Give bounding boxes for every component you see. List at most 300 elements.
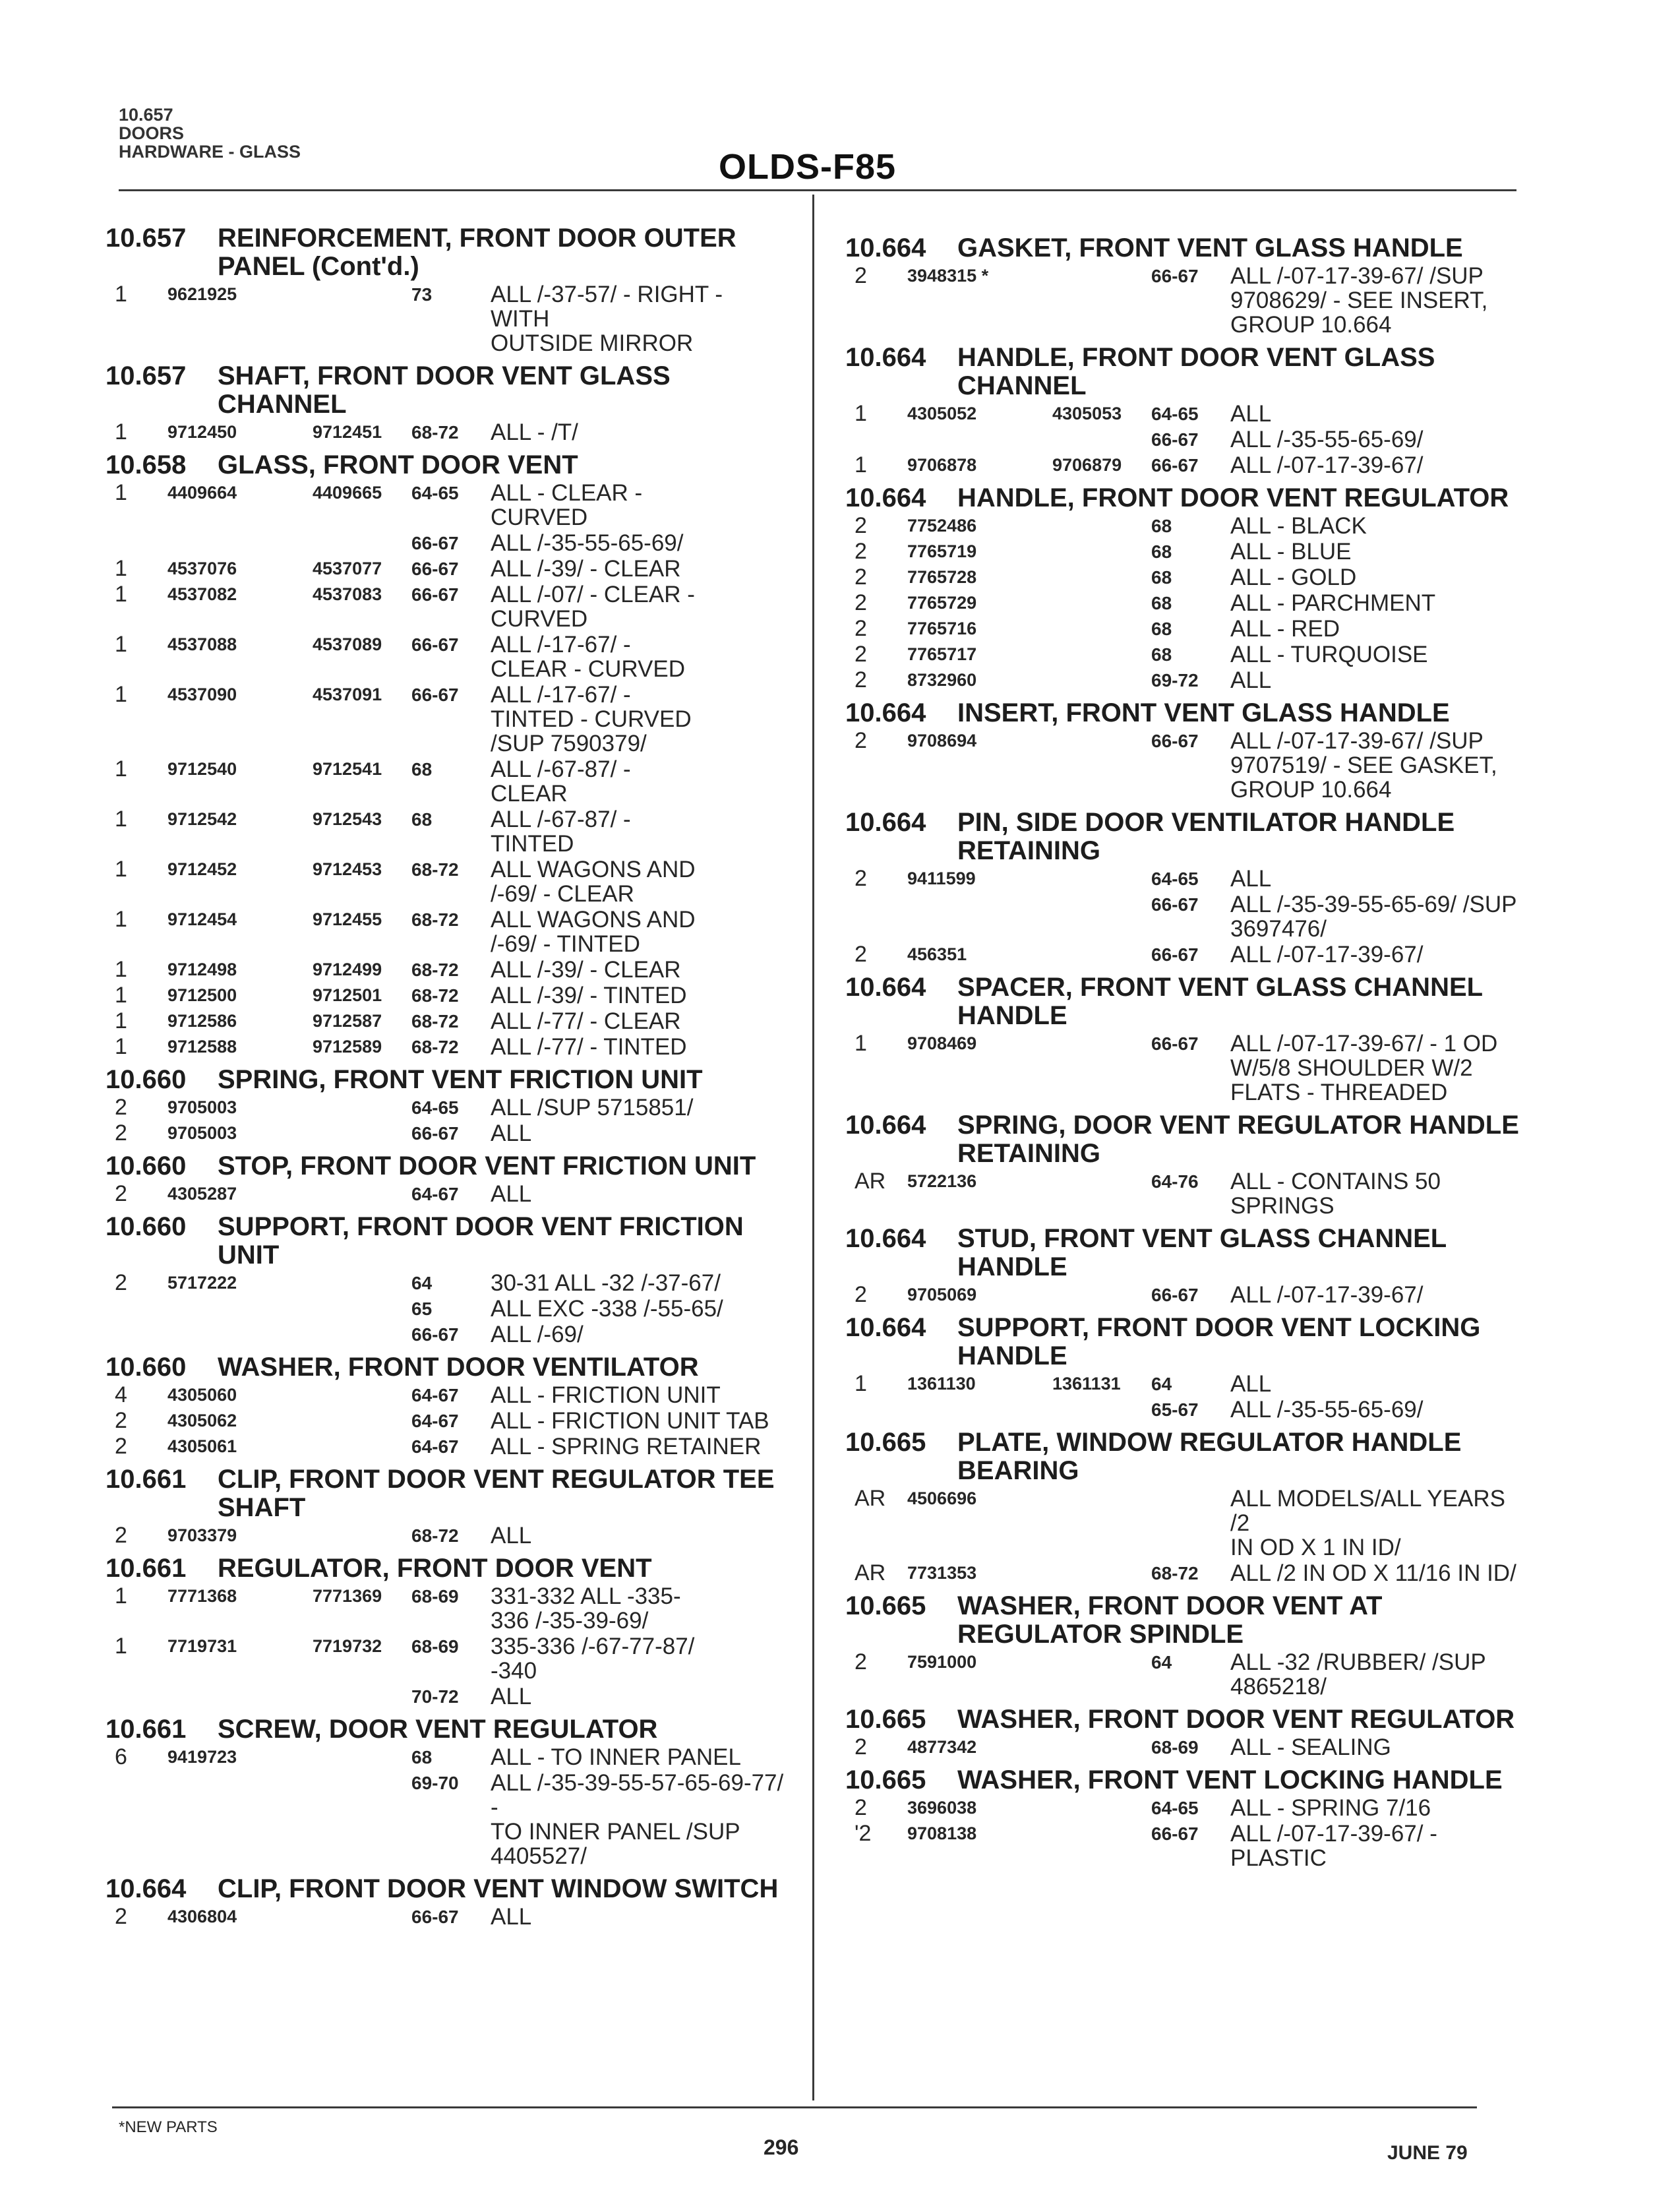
part-number: 9712452 <box>167 859 237 879</box>
part-number-alt: 4537091 <box>313 685 382 704</box>
part-row <box>845 1486 1524 1560</box>
part-number-alt: 9712543 <box>313 809 382 829</box>
part-number: 9712588 <box>167 1037 237 1057</box>
part-row <box>845 617 1524 641</box>
part-years: 68-72 <box>411 1525 459 1546</box>
section-title: INSERT, FRONT VENT GLASS HANDLE <box>957 698 1450 727</box>
section-number: 10.665 <box>845 1765 926 1794</box>
catalog-section <box>845 1705 1524 1760</box>
part-description: ALL - CLEAR - CURVED <box>491 480 643 530</box>
part-description: ALL /-35-55-65-69/ <box>1230 427 1424 452</box>
part-quantity: 1 <box>115 480 127 505</box>
catalog-section <box>105 451 785 1059</box>
section-number: 10.660 <box>105 1065 187 1094</box>
part-years: 69-72 <box>1151 670 1199 690</box>
part-quantity: 2 <box>115 1904 127 1929</box>
catalog-section <box>105 1066 785 1146</box>
part-number: 9712586 <box>167 1011 237 1031</box>
part-number: 9703379 <box>167 1525 237 1545</box>
part-quantity: 2 <box>115 1408 127 1433</box>
part-description: ALL <box>491 1684 532 1709</box>
part-years: 68-72 <box>411 985 459 1006</box>
section-header <box>845 1314 1524 1370</box>
part-quantity: 2 <box>855 616 867 641</box>
section-number: 10.660 <box>105 1151 187 1180</box>
part-number: 5717222 <box>167 1273 237 1293</box>
left-column <box>105 224 785 1936</box>
part-number: 9705003 <box>167 1123 237 1143</box>
part-years: 68-69 <box>1151 1737 1199 1758</box>
part-quantity: AR <box>855 1169 886 1194</box>
part-row <box>105 1771 785 1868</box>
section-header <box>845 809 1524 865</box>
header-section-number: 10.657 <box>119 105 173 125</box>
section-title: REINFORCEMENT, FRONT DOOR OUTER PANEL (Cont'd.) <box>218 224 736 281</box>
part-quantity: 1 <box>855 1371 867 1396</box>
part-quantity: 2 <box>855 1649 867 1674</box>
part-quantity: 1 <box>115 682 127 707</box>
part-description: ALL - TO INNER PANEL <box>491 1744 741 1770</box>
part-quantity: 2 <box>855 1734 867 1760</box>
section-title: WASHER, FRONT DOOR VENTILATOR <box>218 1353 699 1382</box>
part-quantity: 2 <box>115 1120 127 1146</box>
part-years: 66-67 <box>1151 455 1199 475</box>
part-description: ALL <box>1230 401 1272 427</box>
part-number: 7765719 <box>907 541 977 561</box>
section-number: 10.664 <box>845 483 926 512</box>
part-years: 64-67 <box>411 1184 459 1204</box>
section-number: 10.664 <box>845 698 926 727</box>
part-description: ALL /-07-17-39-67/ /SUP 9708629/ - SEE INSERT, GROUP 10.664 <box>1230 263 1488 338</box>
section-header <box>845 1225 1524 1281</box>
part-number: 4537090 <box>167 685 237 704</box>
part-quantity: 2 <box>855 1282 867 1307</box>
part-row <box>845 514 1524 538</box>
part-row <box>845 1735 1524 1760</box>
part-row <box>105 907 785 956</box>
section-number: 10.664 <box>845 233 926 262</box>
part-number-alt: 9712499 <box>313 960 382 979</box>
part-quantity: AR <box>855 1486 886 1511</box>
part-quantity: 2 <box>855 667 867 692</box>
part-years: 68-72 <box>411 960 459 980</box>
part-years: 64 <box>1151 1374 1172 1394</box>
section-title: CLIP, FRONT DOOR VENT REGULATOR TEE SHAFT <box>218 1465 775 1522</box>
part-row <box>845 892 1524 941</box>
section-header <box>845 344 1524 400</box>
part-years: 66-67 <box>1151 266 1199 286</box>
part-years: 64 <box>1151 1652 1172 1672</box>
part-years: 65 <box>411 1299 433 1319</box>
catalog-section <box>105 1465 785 1548</box>
part-years: 68-72 <box>411 859 459 880</box>
part-description: ALL /-07-17-39-67/ - PLASTIC <box>1230 1821 1437 1871</box>
part-description: ALL <box>1230 866 1272 892</box>
part-quantity: 2 <box>855 513 867 538</box>
part-quantity: 6 <box>115 1744 127 1769</box>
part-years: 66-67 <box>1151 944 1199 965</box>
part-number: 8732960 <box>907 670 977 690</box>
part-number: 7591000 <box>907 1652 977 1672</box>
part-quantity: 2 <box>115 1270 127 1295</box>
section-header <box>105 1715 785 1744</box>
catalog-section <box>845 699 1524 802</box>
part-row <box>105 1095 785 1120</box>
section-header <box>105 1213 785 1270</box>
part-years: 68-69 <box>411 1636 459 1657</box>
part-row <box>105 557 785 581</box>
part-quantity: 1 <box>115 1634 127 1659</box>
part-quantity: 1 <box>115 419 127 444</box>
part-row <box>845 402 1524 426</box>
part-quantity: 2 <box>115 1434 127 1459</box>
part-quantity: 1 <box>115 582 127 607</box>
part-number: 7719731 <box>167 1636 237 1656</box>
part-row <box>105 1434 785 1459</box>
footer-date: JUNE 79 <box>1387 2142 1468 2164</box>
section-header <box>845 973 1524 1030</box>
part-description: ALL - TURQUOISE <box>1230 642 1428 667</box>
part-row <box>105 1271 785 1295</box>
part-description: ALL <box>1230 667 1272 693</box>
part-description: ALL /-67-87/ - TINTED <box>491 807 631 857</box>
section-title: SCREW, DOOR VENT REGULATOR <box>218 1715 658 1744</box>
part-description: ALL /-39/ - CLEAR <box>491 957 681 983</box>
part-quantity: 2 <box>855 263 867 288</box>
section-number: 10.660 <box>105 1212 187 1241</box>
part-description: ALL EXC -338 /-55-65/ <box>491 1296 723 1322</box>
part-quantity: 1 <box>115 907 127 932</box>
part-number: 7765716 <box>907 619 977 638</box>
section-header <box>105 1875 785 1903</box>
part-number: 4305060 <box>167 1385 237 1405</box>
part-quantity: 1 <box>115 556 127 581</box>
part-quantity: 1 <box>855 401 867 426</box>
part-row <box>845 642 1524 667</box>
part-row <box>105 1035 785 1059</box>
catalog-section <box>105 1213 785 1347</box>
part-quantity: 2 <box>115 1523 127 1548</box>
part-row <box>845 591 1524 615</box>
part-description: ALL /-07-17-39-67/ <box>1230 1282 1424 1308</box>
section-title: WASHER, FRONT VENT LOCKING HANDLE <box>957 1765 1503 1794</box>
part-years: 66-67 <box>411 634 459 655</box>
section-number: 10.664 <box>845 973 926 1002</box>
section-title: SPRING, FRONT VENT FRICTION UNIT <box>218 1065 703 1094</box>
part-number-alt: 9712453 <box>313 859 382 879</box>
catalog-section <box>845 234 1524 337</box>
part-description: ALL - BLUE <box>1230 539 1352 565</box>
part-years: 64-67 <box>411 1436 459 1457</box>
part-description: ALL /-77/ - TINTED <box>491 1034 687 1060</box>
part-number: 9712450 <box>167 422 237 442</box>
part-description: ALL /-77/ - CLEAR <box>491 1008 681 1034</box>
section-header <box>105 451 785 479</box>
part-number: 7765729 <box>907 593 977 613</box>
catalog-section <box>845 1428 1524 1585</box>
part-years: 66-67 <box>411 1324 459 1345</box>
part-description: ALL /-07-17-39-67/ /SUP 9707519/ - SEE GASKET, GROUP 10.664 <box>1230 728 1497 803</box>
part-quantity: 1 <box>115 957 127 982</box>
section-title: GLASS, FRONT DOOR VENT <box>218 450 578 479</box>
section-number: 10.664 <box>845 1313 926 1342</box>
part-number: 7752486 <box>907 516 977 536</box>
header-subcategory: HARDWARE - GLASS <box>119 142 301 162</box>
part-row <box>105 683 785 756</box>
part-number-alt: 7719732 <box>313 1636 382 1656</box>
catalog-section <box>845 809 1524 967</box>
part-quantity: 2 <box>855 642 867 667</box>
part-number-alt: 7771369 <box>313 1586 382 1606</box>
part-number: 3948315 * <box>907 266 989 286</box>
part-number: 9708694 <box>907 731 977 751</box>
part-row <box>105 1322 785 1347</box>
section-number: 10.665 <box>845 1591 926 1620</box>
part-description: ALL WAGONS AND /-69/ - CLEAR <box>491 857 696 907</box>
part-row <box>105 1523 785 1548</box>
part-row <box>105 958 785 982</box>
part-number-alt: 4409665 <box>313 483 382 503</box>
part-description: 331-332 ALL -335- 336 /-35-39-69/ <box>491 1583 681 1634</box>
part-years: 68 <box>411 759 433 780</box>
part-years: 66-67 <box>1151 1285 1199 1305</box>
part-row <box>845 264 1524 337</box>
part-row <box>105 1634 785 1683</box>
part-quantity: 4 <box>115 1382 127 1407</box>
section-title: PIN, SIDE DOOR VENTILATOR HANDLE RETAINING <box>957 808 1455 865</box>
part-row <box>845 539 1524 564</box>
part-row <box>105 582 785 631</box>
part-number-alt: 9706879 <box>1052 455 1122 475</box>
part-quantity: 2 <box>855 866 867 891</box>
column-divider <box>812 195 814 2100</box>
part-number: 4305061 <box>167 1436 237 1456</box>
part-row <box>105 481 785 530</box>
part-quantity: '2 <box>855 1821 872 1846</box>
part-description: ALL /-67-87/ - CLEAR <box>491 756 631 807</box>
part-number: 9411599 <box>907 869 976 888</box>
section-title: HANDLE, FRONT DOOR VENT REGULATOR <box>957 483 1509 512</box>
part-description: ALL - SPRING RETAINER <box>491 1434 762 1459</box>
part-row <box>845 942 1524 967</box>
part-description: ALL <box>491 1523 532 1548</box>
part-number: 9712542 <box>167 809 237 829</box>
part-description: ALL <box>1230 1371 1272 1397</box>
part-years: 68 <box>1151 541 1172 562</box>
part-number-alt: 9712541 <box>313 759 382 779</box>
part-number: 4305287 <box>167 1184 237 1204</box>
part-row <box>105 632 785 681</box>
part-description: ALL - FRICTION UNIT TAB <box>491 1408 769 1434</box>
part-number-alt: 4537077 <box>313 559 382 578</box>
part-number: 7771368 <box>167 1586 237 1606</box>
part-quantity: 1 <box>115 983 127 1008</box>
part-description: ALL /-07-17-39-67/ - 1 OD W/5/8 SHOULDER W/2 FLATS - THREADED <box>1230 1031 1498 1105</box>
part-row <box>845 1372 1524 1396</box>
part-years: 64-65 <box>1151 404 1199 424</box>
part-number-alt: 1361131 <box>1052 1374 1121 1394</box>
part-row <box>105 1905 785 1929</box>
part-row <box>105 1584 785 1633</box>
part-years: 66-67 <box>1151 1823 1199 1844</box>
part-number: 9621925 <box>167 284 237 304</box>
section-title: REGULATOR, FRONT DOOR VENT <box>218 1554 652 1583</box>
part-years: 68 <box>411 809 433 830</box>
footer-note: *NEW PARTS <box>119 2118 218 2136</box>
part-number: 4537082 <box>167 584 237 604</box>
part-quantity: 2 <box>115 1095 127 1120</box>
part-row <box>845 1283 1524 1307</box>
part-quantity: 1 <box>115 1034 127 1059</box>
part-row <box>845 1169 1524 1218</box>
section-header <box>845 1428 1524 1485</box>
part-description: ALL - CONTAINS 50 SPRINGS <box>1230 1169 1441 1219</box>
part-row <box>105 757 785 806</box>
part-years: 70-72 <box>411 1686 459 1707</box>
part-number: 9705003 <box>167 1097 237 1117</box>
section-number: 10.661 <box>105 1715 187 1744</box>
catalog-section <box>105 224 785 355</box>
part-years: 69-70 <box>411 1773 459 1793</box>
part-row <box>105 1383 785 1407</box>
catalog-section <box>105 1152 785 1206</box>
part-quantity: 1 <box>115 857 127 882</box>
part-description: ALL /-17-67/ - TINTED - CURVED /SUP 7590379/ <box>491 682 692 756</box>
part-number: 4305052 <box>907 404 977 423</box>
part-number-alt: 9712589 <box>313 1037 382 1057</box>
part-years: 66-67 <box>411 584 459 605</box>
part-description: ALL /-07-17-39-67/ <box>1230 942 1424 967</box>
part-years: 68 <box>1151 516 1172 536</box>
part-row <box>105 1297 785 1321</box>
part-description: ALL MODELS/ALL YEARS /2 IN OD X 1 IN ID/ <box>1230 1486 1505 1560</box>
section-header <box>845 699 1524 727</box>
part-row <box>845 1397 1524 1422</box>
section-header <box>845 1592 1524 1649</box>
catalog-section <box>845 1766 1524 1870</box>
part-description: ALL /-07/ - CLEAR - CURVED <box>491 582 695 632</box>
section-number: 10.664 <box>105 1874 187 1903</box>
part-years: 68-69 <box>411 1586 459 1607</box>
part-years: 68-72 <box>411 909 459 930</box>
part-years: 66-67 <box>411 1123 459 1144</box>
part-number: 4506696 <box>907 1488 977 1508</box>
part-quantity: 1 <box>115 282 127 307</box>
part-quantity: 1 <box>855 452 867 477</box>
part-description: ALL /-39/ - TINTED <box>491 983 687 1008</box>
part-description: ALL - RED <box>1230 616 1340 642</box>
part-years: 64-65 <box>411 1097 459 1118</box>
part-row <box>105 1409 785 1433</box>
part-row <box>845 453 1524 477</box>
part-description: ALL - PARCHMENT <box>1230 590 1436 616</box>
part-quantity: 2 <box>855 1795 867 1820</box>
part-row <box>105 1009 785 1033</box>
part-number-alt: 9712587 <box>313 1011 382 1031</box>
part-quantity: 1 <box>115 756 127 781</box>
section-number: 10.658 <box>105 450 187 479</box>
part-years: 64-76 <box>1151 1171 1199 1192</box>
part-years: 68 <box>411 1747 433 1767</box>
section-number: 10.664 <box>845 1224 926 1253</box>
part-number: 9712454 <box>167 909 237 929</box>
part-years: 68 <box>1151 644 1172 665</box>
section-header <box>105 224 785 281</box>
part-row <box>105 857 785 906</box>
part-years: 66-67 <box>411 1907 459 1927</box>
part-row <box>845 1561 1524 1585</box>
part-quantity: 2 <box>855 539 867 564</box>
section-title: GASKET, FRONT VENT GLASS HANDLE <box>957 233 1463 262</box>
part-years: 66-67 <box>411 533 459 553</box>
part-row <box>105 531 785 555</box>
part-number: 9712500 <box>167 985 237 1005</box>
part-number: 4537088 <box>167 634 237 654</box>
catalog-section <box>845 973 1524 1105</box>
section-header <box>105 1554 785 1583</box>
section-number: 10.660 <box>105 1353 187 1382</box>
part-quantity: 2 <box>855 728 867 753</box>
section-header <box>105 1152 785 1180</box>
section-header <box>105 1465 785 1522</box>
part-description: ALL -32 /RUBBER/ /SUP 4865218/ <box>1230 1649 1486 1700</box>
part-description: ALL <box>491 1181 532 1207</box>
part-years: 65-67 <box>1151 1399 1199 1420</box>
part-years: 68-72 <box>1151 1563 1199 1583</box>
section-number: 10.664 <box>845 808 926 837</box>
part-row <box>845 668 1524 692</box>
part-number: 3696038 <box>907 1798 977 1818</box>
part-number: 4877342 <box>907 1737 977 1757</box>
part-description: ALL <box>491 1120 532 1146</box>
section-title: SHAFT, FRONT DOOR VENT GLASS CHANNEL <box>218 361 671 419</box>
part-number: 7765728 <box>907 567 977 587</box>
part-number-alt: 9712455 <box>313 909 382 929</box>
section-number: 10.661 <box>105 1554 187 1583</box>
section-number: 10.665 <box>845 1428 926 1457</box>
part-number: 4306804 <box>167 1907 237 1926</box>
part-description: ALL /2 IN OD X 11/16 IN ID/ <box>1230 1560 1516 1586</box>
part-row <box>105 282 785 355</box>
section-header <box>105 362 785 419</box>
section-number: 10.664 <box>845 1111 926 1140</box>
part-number: 9419723 <box>167 1747 237 1767</box>
part-description: ALL - SEALING <box>1230 1734 1391 1760</box>
catalog-section <box>845 1314 1524 1422</box>
part-description: ALL - FRICTION UNIT <box>491 1382 721 1408</box>
catalog-section <box>105 1554 785 1709</box>
part-quantity: 1 <box>115 1008 127 1033</box>
part-description: ALL - /T/ <box>491 419 578 445</box>
page-title: OLDS-F85 <box>719 147 897 187</box>
part-quantity: 2 <box>115 1181 127 1206</box>
catalog-section <box>845 344 1524 477</box>
part-description: ALL WAGONS AND /-69/ - TINTED <box>491 907 696 957</box>
part-years: 66-67 <box>411 685 459 705</box>
part-years: 68 <box>1151 619 1172 639</box>
part-years: 66-67 <box>1151 429 1199 450</box>
part-years: 66-67 <box>1151 894 1199 915</box>
section-title: SUPPORT, FRONT DOOR VENT LOCKING HANDLE <box>957 1313 1481 1370</box>
part-quantity: 1 <box>115 1583 127 1609</box>
part-description: ALL /-35-39-55-65-69/ /SUP 3697476/ <box>1230 892 1517 942</box>
catalog-section <box>845 484 1524 692</box>
section-header <box>845 484 1524 512</box>
header-category: DOORS <box>119 123 185 143</box>
part-number: 9712540 <box>167 759 237 779</box>
part-number: 4537076 <box>167 559 237 578</box>
section-header <box>845 234 1524 262</box>
